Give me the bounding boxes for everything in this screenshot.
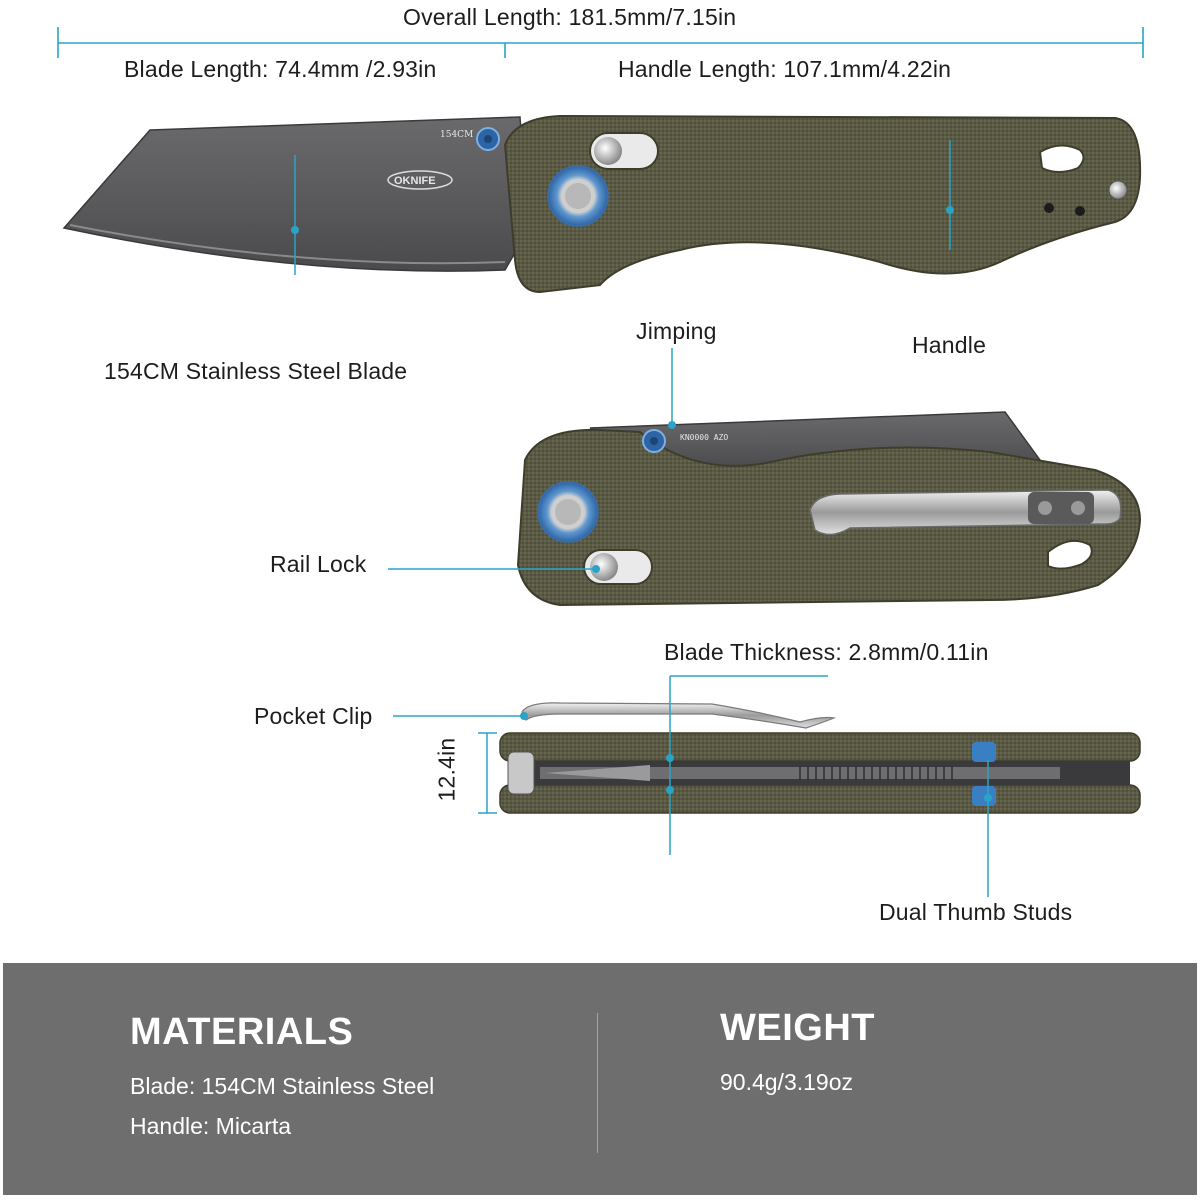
blade-brand-mark: OKNIFE bbox=[394, 175, 436, 187]
overall-length-label: Overall Length: 181.5mm/7.15in bbox=[403, 4, 737, 30]
blade-thickness-label: Blade Thickness: 2.8mm/0.11in bbox=[664, 639, 989, 665]
materials-blade: Blade: 154CM Stainless Steel bbox=[130, 1073, 435, 1099]
specs-divider bbox=[597, 1013, 598, 1153]
handle-scale-bottom bbox=[500, 785, 1140, 813]
closed-knife-view bbox=[388, 348, 1140, 605]
materials-handle: Handle: Micarta bbox=[130, 1113, 292, 1139]
handle-scale-top bbox=[500, 733, 1140, 761]
jimping-callout: Jimping bbox=[636, 318, 717, 344]
handle-length-label: Handle Length: 107.1mm/4.22in bbox=[618, 56, 952, 82]
materials-title: MATERIALS bbox=[130, 1011, 354, 1053]
open-knife-view bbox=[64, 116, 1140, 292]
specs-panel bbox=[3, 963, 1197, 1195]
spine-view bbox=[393, 676, 1140, 897]
rail-lock-callout: Rail Lock bbox=[270, 551, 367, 577]
blade-steel-mark: 154CM bbox=[440, 130, 474, 140]
thumb-stud-bottom bbox=[972, 786, 996, 806]
width-label: 12.4in bbox=[433, 737, 460, 802]
weight-title: WEIGHT bbox=[720, 1007, 875, 1049]
thumb-stud-top bbox=[972, 742, 996, 762]
overall-length-dimension bbox=[58, 27, 1143, 58]
blade bbox=[64, 117, 528, 271]
handle-callout: Handle bbox=[912, 332, 987, 358]
blade-steel-callout: 154CM Stainless Steel Blade bbox=[104, 358, 408, 384]
pocket-clip-callout: Pocket Clip bbox=[254, 703, 373, 729]
blade-model-mark: KN0000 AZO bbox=[680, 433, 729, 442]
thumb-studs-callout: Dual Thumb Studs bbox=[879, 899, 1073, 925]
weight-value: 90.4g/3.19oz bbox=[720, 1069, 854, 1095]
blade-length-label: Blade Length: 74.4mm /2.93in bbox=[124, 56, 437, 82]
